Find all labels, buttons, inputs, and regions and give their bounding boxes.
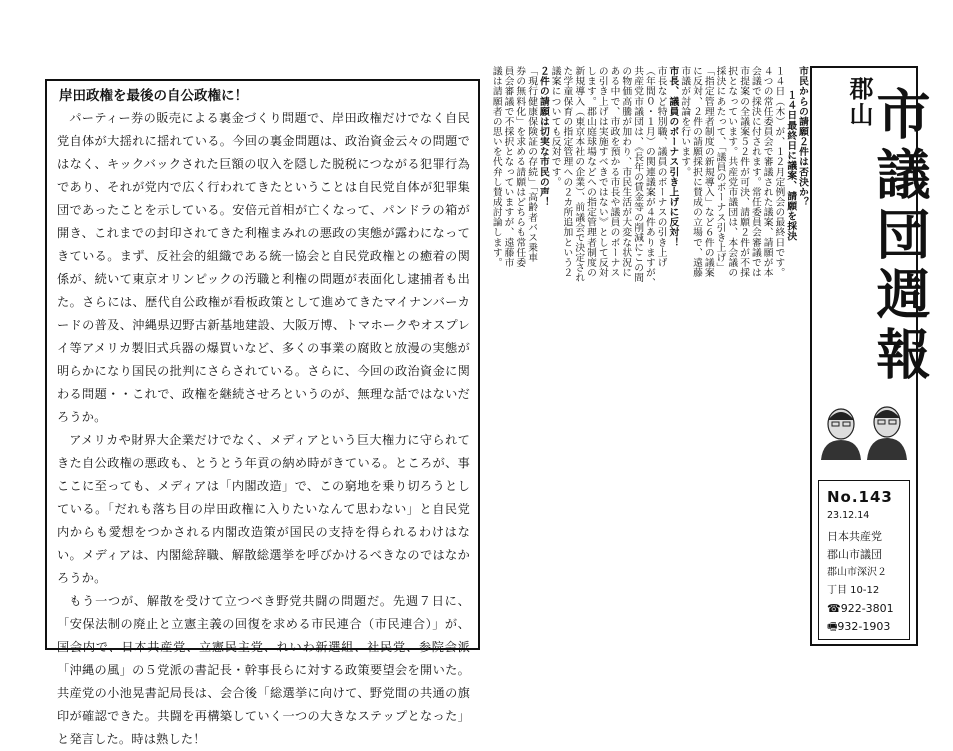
section1-line: （年間０・１月）の関連議案が４件ありますが、 bbox=[643, 66, 655, 288]
masthead-city: 郡山 bbox=[845, 76, 873, 128]
main-line: 会議で採決に付されます。常任委員会審議では bbox=[749, 66, 761, 278]
main-subheadline: １４日最終日に議案、請願を採決 bbox=[785, 90, 797, 242]
main-line: 択となっています。共産党市議団は、本会議の bbox=[726, 66, 738, 278]
main-line: 採決にあたって、「議員のボーナス引き上げ」 bbox=[714, 66, 726, 273]
masthead-title: 市議団週報 bbox=[868, 86, 931, 386]
editorial-paragraph-1: パーティー券の販売による裏金づくり問題で、岸田政権だけでなく自民党自体が大揺れに揺れている。今回の裏金問題は、政治資金云々の問題ではなく、キックバックされた巨額の収入を隠した脱税につながる犯罪行為であり、それが党内で広く行われてきたということは自民党自体が犯罪集団であったことを示している。安倍元首相が亡くなって、パンドラの箱が開き、これまでの封印されてきた利権まみれの悪政の実態が露わになってきている。まず、反社会的組織である統一協会と自民党政権との癒着の関係が、続いて東京オリンピックの汚職と利権の問題が表面化し逮捕者も出た。さらには、歴代自公政権が看板政策として進めてきたマイナンバーカードの普及、沖縄県辺野古新基地建設、大阪万博、トマホークやオスプレイ等アメリカ製旧式兵器の爆買いなど、多くの事業の腐敗と放漫の実態が明らかになり国民の批判にさらされている。さらに、今回の政治資金に関わる問題・・これで、政権を継続させろというのが、無理な話ではないだろうか。 bbox=[57, 111, 470, 424]
main-line: ４つの常任委員会で審議された議案、請願が本 bbox=[761, 66, 773, 278]
address-line-2: 丁目 10-12 bbox=[827, 585, 880, 596]
issue-date: 23.12.14 bbox=[827, 510, 870, 521]
section2-line: 「現行健康保険証の存続」「高齢者バス乗車 bbox=[526, 66, 538, 263]
councilor-photo-left bbox=[821, 409, 861, 460]
main-line: 市提案の全議案５２件が可決、請願２件が不採 bbox=[738, 66, 750, 278]
main-line: １４日（木）が、１２月定例会の最終日です。 bbox=[773, 66, 785, 278]
main-line: 「指定管理者制度の新規導入」など６件の議案 bbox=[702, 66, 714, 278]
section-heading-petition: ２件の請願は切実な市民の声！ bbox=[537, 66, 549, 207]
issue-number: No.143 bbox=[827, 488, 893, 506]
section1-line: 共産党市議団は、《長年の賃金等の削減にこの間 bbox=[632, 66, 644, 283]
main-line: に反対、２件の請願採択に賛成の立場で、遠藤 bbox=[690, 66, 702, 278]
editorial-title: 岸田政権を最後の自公政権に！ bbox=[59, 88, 248, 104]
main-headline: 市民からの請願２件は否決か？ bbox=[796, 66, 808, 207]
masthead bbox=[810, 66, 931, 646]
org-line-2: 郡山市議団 bbox=[827, 548, 882, 561]
section1-line: 議案についても反対です。 bbox=[549, 66, 561, 187]
section-heading-bonus: 市長、議員のボーナス引き上げに反対！ bbox=[667, 66, 679, 248]
main-line: 市議が討論を行います。 bbox=[679, 66, 691, 177]
address-line-1: 郡山市深沢２ bbox=[827, 567, 887, 578]
councilor-photos bbox=[815, 398, 913, 460]
phone-number: ☎922-3801 bbox=[827, 602, 894, 615]
section1-line: 市長など特別職、議員のボーナスの引き上げ bbox=[655, 66, 667, 268]
section1-line: します。郡山庭球場などへの指定管理者制度の bbox=[584, 66, 596, 278]
main-article bbox=[488, 62, 806, 662]
section1-line: の引き上げは実施すべきではない》として反対 bbox=[596, 66, 608, 278]
section2-line: 券の無料化」を求める請願はどちらも常任委 bbox=[514, 66, 526, 268]
section1-line: ある中で、市政を預かる市長や議員のボーナス bbox=[608, 66, 620, 278]
editorial-paragraph-3: もう一つが、解散を受けて立つべき野党共闘の問題だ。先週７日に、「安保法制の廃止と立憲主義の回復を求める市民連合（市民連合）」が、国会内で、日本共産党、立憲民主党、れいわ新選組、社民党、参院会派「沖縄の風」の５党派の書記長・幹事長らに対する政策要望会を開いた。共産党の小池晃書記局長は、会合後「総選挙に向けて、野党間の共通の旗印が確認できた。共闘を再構築していく一つの大きなステップとなった」と発言した。時は熟した！ bbox=[57, 594, 470, 746]
section1-line: た学童保育の指定管理への２カ所追加という２ bbox=[561, 66, 573, 278]
section1-line: の物価高騰が加わり、市民生活が大変な状況に bbox=[620, 66, 632, 278]
editorial-paragraph-2: アメリカや財界大企業だけでなく、メディアという巨大権力に守られてきた自公政権の悪政も、とうとう年貢の納め時がきている。ところが、事ここに至っても、メディアは「内閣改造」で、この窮地を乗り切ろうとしている。「だれも落ち目の岸田政権に入りたいなんて思わない」と自民党内からも愛想をつかされる内閣改造策が国民の支持を得られるわけはない。メディアは、内閣総辞職、解散総選挙を呼びかけるべきなのではなかろうか。 bbox=[57, 433, 470, 585]
issue-info-box bbox=[818, 480, 910, 640]
councilor-photo-right bbox=[867, 407, 907, 460]
section2-line: 員会審議で不採択となっていますが、遠藤市 bbox=[502, 66, 514, 268]
org-line-1: 日本共産党 bbox=[827, 530, 882, 543]
section1-line: 新規導入（東京本社の企業）、前議会で決定され bbox=[573, 66, 585, 283]
fax-number: 🖷932-1903 bbox=[827, 620, 891, 633]
section2-line: 議は請願者の思いを代弁し賛成討論します。 bbox=[490, 66, 502, 268]
editorial-box bbox=[45, 79, 480, 746]
